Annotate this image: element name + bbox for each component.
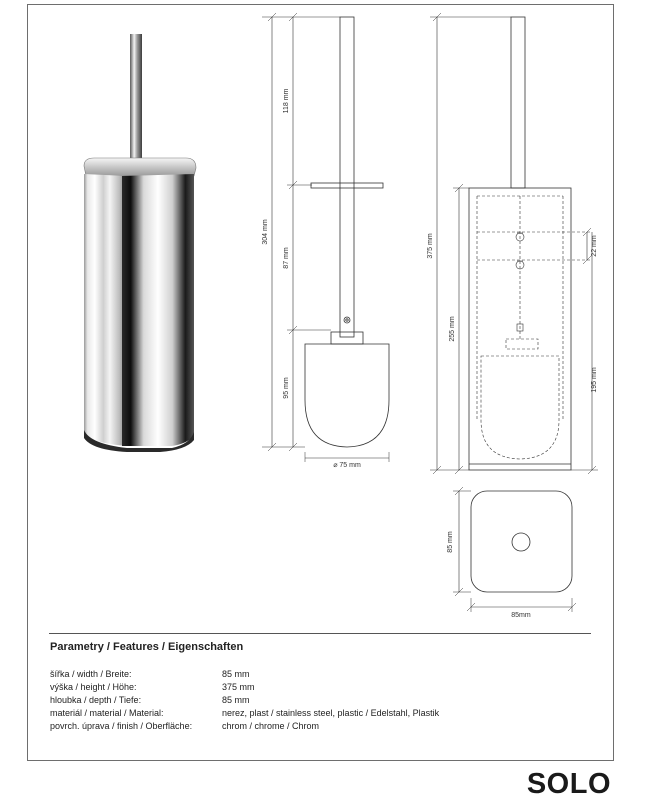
photo-handle	[130, 34, 142, 172]
features-title: Parametry / Features / Eigenschaften	[50, 641, 244, 653]
feature-value: chrom / chrome / Chrom	[222, 721, 320, 731]
feature-label: hloubka / depth / Tiefe:	[50, 695, 142, 705]
dim-brush-diameter: ⌀ 75 mm	[333, 462, 361, 469]
photo-front-face	[84, 174, 127, 446]
dim-handle-upper: 118 mm	[283, 88, 290, 114]
dim-total-height: 375 mm	[427, 233, 434, 259]
brush-side-view	[262, 13, 389, 462]
dim-inner-height: 195 mm	[591, 367, 598, 393]
feature-value: 85 mm	[222, 669, 250, 679]
photo-side-face	[122, 174, 194, 446]
section-divider	[49, 633, 591, 634]
feature-value: nerez, plast / stainless steel, plastic / Edelstahl, Plastik	[222, 708, 440, 718]
holder-front-view	[430, 13, 598, 474]
feature-label: materiál / material / Material:	[50, 708, 164, 718]
product-name: SOLO	[526, 768, 611, 800]
feature-label: výška / height / Höhe:	[50, 682, 137, 692]
holder-top-view	[453, 487, 576, 612]
dim-holder-height: 255 mm	[449, 316, 456, 342]
dim-handle-lower: 87 mm	[283, 247, 290, 269]
product-photo	[84, 34, 196, 452]
dim-base-width: 85mm	[511, 612, 531, 619]
dim-mount-spacing: 22 mm	[591, 235, 598, 257]
feature-value: 375 mm	[222, 682, 255, 692]
feature-label: povrch. úprava / finish / Oberfläche:	[50, 721, 193, 731]
photo-lid	[84, 158, 196, 176]
feature-label: šířka / width / Breite:	[50, 669, 132, 679]
dim-brush-total: 304 mm	[262, 219, 269, 245]
dim-brush-height: 95 mm	[283, 377, 290, 399]
feature-value: 85 mm	[222, 695, 250, 705]
dim-base-depth: 85 mm	[447, 531, 454, 553]
